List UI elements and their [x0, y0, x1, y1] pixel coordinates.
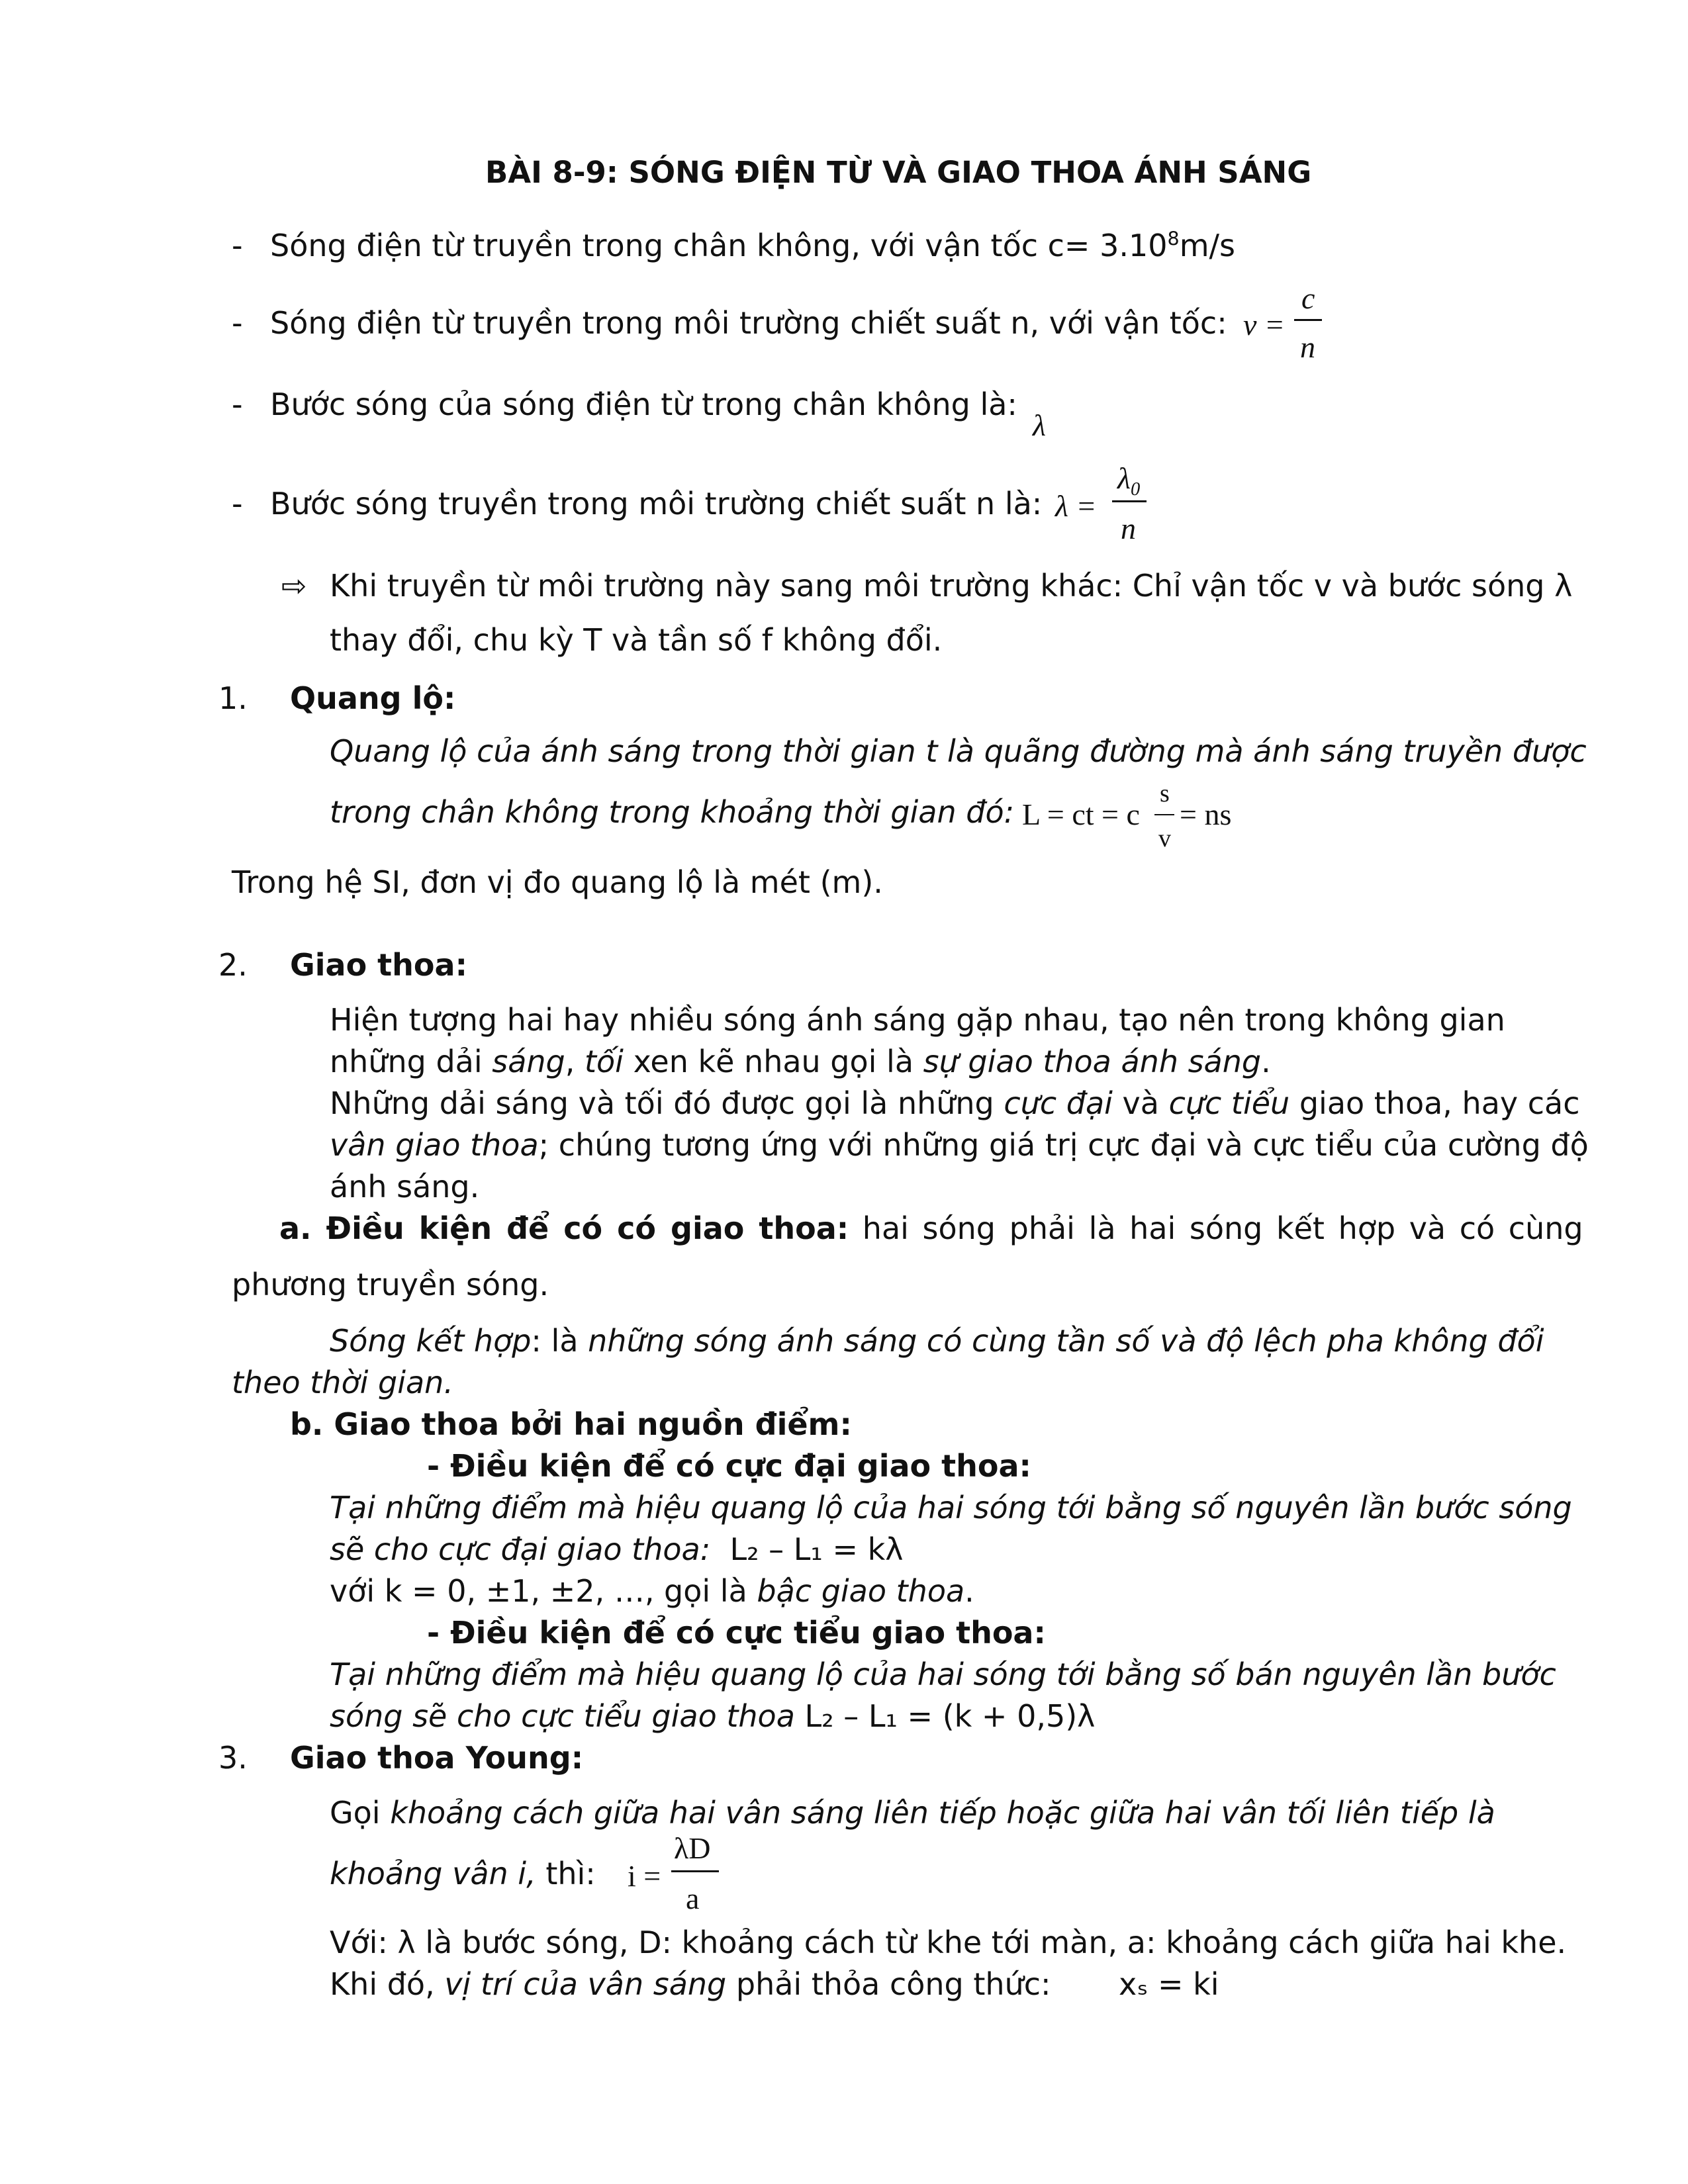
formula-numerator: c [1301, 281, 1315, 315]
bullet-3-text: Bước sóng của sóng điện từ trong chân không là: [270, 387, 1017, 422]
formula-denominator: n [1300, 330, 1315, 364]
formula-lhs: λ = [1055, 489, 1097, 523]
condition-a [279, 1210, 1583, 1246]
note-line-1: Khi truyền từ môi trường này sang môi trường khác: Chỉ vận tốc v và bước sóng λ [330, 568, 1573, 604]
formula-rhs: = ns [1180, 797, 1232, 831]
fraction-bar [1154, 814, 1174, 815]
fraction-bar [671, 1870, 719, 1872]
giao-thoa-p2-line-2: vân giao thoa; chúng tương ứng với những giá trị cực đại và cực tiểu của cường độ [330, 1127, 1589, 1163]
min-condition-line-2: sóng sẽ cho cực tiểu giao thoa L₂ – L₁ = (k + 0,5)λ [330, 1698, 1096, 1734]
min-formula: L₂ – L₁ = (k + 0,5)λ [804, 1698, 1096, 1734]
bullet-1 [270, 230, 1235, 261]
min-condition-heading: - Điều kiện để có cực tiểu giao thoa: [427, 1615, 1046, 1651]
bullet-4-text: Bước sóng truyền trong môi trường chiết suất n là: [270, 486, 1043, 522]
lambda-symbol: λ [1033, 408, 1046, 442]
fraction-bar [1294, 319, 1322, 321]
bullet-dash: - [232, 228, 243, 263]
bullet-1-unit: m/s [1179, 228, 1235, 263]
section-heading: Giao thoa: [290, 947, 467, 983]
quang-lo-definition-line-1: Quang lộ của ánh sáng trong thời gian t là quãng đường mà ánh sáng truyền được [330, 733, 1587, 769]
formula-lhs: v = [1243, 308, 1285, 341]
formula-numerator: s [1160, 780, 1170, 807]
bullet-dash: - [232, 387, 243, 422]
young-line-1: Gọi khoảng cách giữa hai vân sáng liên tiếp hoặc giữa hai vân tối liên tiếp là [330, 1795, 1495, 1831]
section-heading: Quang lộ: [290, 680, 456, 716]
bullet-dash: - [232, 305, 243, 341]
giao-thoa-p2-line-3: ánh sáng. [330, 1169, 480, 1205]
condition-a-line-2: phương truyền sóng. [232, 1267, 549, 1302]
young-line-2: khoảng vân i, thì: [330, 1856, 596, 1891]
giao-thoa-p1-line-1: Hiện tượng hai hay nhiều sóng ánh sáng gặp nhau, tạo nên trong không gian [330, 1002, 1505, 1038]
section-number: 2. [218, 947, 248, 983]
condition-a-heading: a. Điều kiện để có có giao thoa: [279, 1210, 849, 1246]
giao-thoa-p2-line-1: Những dải sáng và tối đó được gọi là những cực đại và cực tiểu giao thoa, hay các [330, 1085, 1580, 1121]
max-condition-heading: - Điều kiện để có cực đại giao thoa: [427, 1448, 1031, 1484]
formula-lhs: i = [628, 1859, 661, 1893]
page-title: BÀI 8-9: SÓNG ĐIỆN TỪ VÀ GIAO THOA ÁNH SÁNG [485, 155, 1312, 190]
bright-fringe-formula: xₛ = ki [1119, 1966, 1219, 2002]
young-last-line: Khi đó, vị trí của vân sáng phải thỏa công thức: [330, 1966, 1051, 2002]
unit-note: Trong hệ SI, đơn vị đo quang lộ là mét (m). [232, 864, 883, 900]
coherent-wave-line-1: Sóng kết hợp: là những sóng ánh sáng có cùng tần số và độ lệch pha không đổi [330, 1323, 1544, 1359]
young-with-line: Với: λ là bước sóng, D: khoảng cách từ khe tới màn, a: khoảng cách giữa hai khe. [330, 1925, 1567, 1960]
formula-numerator: $\lambda_0$ [1117, 461, 1141, 500]
max-condition-line-2: sẽ cho cực đại giao thoa: L₂ – L₁ = kλ [330, 1531, 904, 1567]
bullet-dash: - [232, 486, 243, 522]
condition-a-text: hai sóng phải là hai sóng kết hợp và có cùng [849, 1210, 1583, 1246]
section-heading: Giao thoa Young: [290, 1740, 584, 1776]
note-line-2: thay đổi, chu kỳ T và tần số f không đổi. [330, 622, 943, 658]
formula-numerator: λD [674, 1831, 711, 1865]
max-formula: L₂ – L₁ = kλ [729, 1531, 904, 1567]
min-condition-line-1: Tại những điểm mà hiệu quang lộ của hai sóng tới bằng số bán nguyên lần bước [330, 1657, 1556, 1692]
formula-denominator: v [1158, 825, 1171, 852]
max-condition-line-1: Tại những điểm mà hiệu quang lộ của hai sóng tới bằng số nguyên lần bước sóng [330, 1490, 1572, 1525]
formula-denominator: a [686, 1882, 700, 1915]
formula-lhs: L = ct = c [1022, 797, 1140, 831]
bullet-2-text: Sóng điện từ truyền trong môi trường chiết suất n, với vận tốc: [270, 305, 1227, 341]
section-number: 1. [218, 680, 248, 716]
formula-denominator: n [1121, 512, 1136, 545]
order-line: với k = 0, ±1, ±2, …, gọi là bậc giao thoa. [330, 1573, 974, 1609]
fraction-bar [1112, 500, 1147, 502]
arrow-icon: ⇨ [281, 568, 307, 604]
bullet-1-text: Sóng điện từ truyền trong chân không, với vận tốc c= 3.10 [270, 228, 1168, 263]
quang-lo-definition-line-2: trong chân không trong khoảng thời gian đó: [330, 794, 1015, 830]
subsection-b-heading: b. Giao thoa bởi hai nguồn điểm: [290, 1406, 852, 1442]
bullet-1-exponent: 8 [1167, 228, 1180, 250]
giao-thoa-p1-line-2: những dải sáng, tối xen kẽ nhau gọi là sự giao thoa ánh sáng. [330, 1044, 1271, 1079]
coherent-wave-line-2: theo thời gian. [232, 1365, 453, 1400]
section-number: 3. [218, 1740, 248, 1776]
